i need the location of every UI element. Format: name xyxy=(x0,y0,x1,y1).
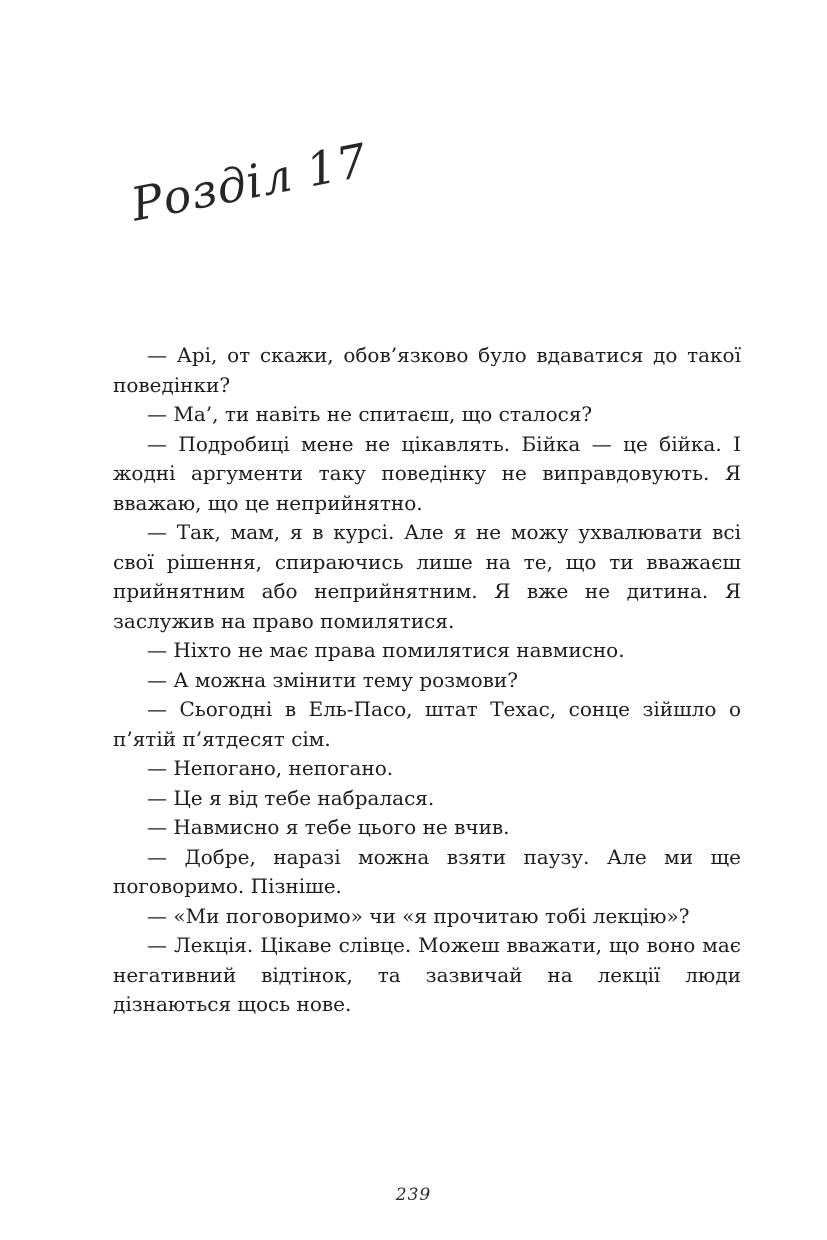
dialogue-paragraph: — «Ми поговоримо» чи «я прочитаю тобі лекцію»? xyxy=(147,903,690,928)
dialogue-paragraph: — Арі, от скажи, обов’язково було вдаватися до такої поведінки? xyxy=(113,343,741,397)
dialogue-paragraph: — Добре, наразі можна взяти паузу. Але ми ще поговоримо. Пізніше. xyxy=(113,844,741,898)
chapter-heading: Розділ 17 xyxy=(126,132,372,232)
dialogue-paragraph: — Навмисно я тебе цього не вчив. xyxy=(147,815,510,839)
dialogue-paragraph: — Лекція. Цікаве слівце. Можеш вважати, що воно має негативний відтінок, та зазвичай на лекції люди дізнаються щось нове. xyxy=(113,933,741,1016)
dialogue-paragraph: — Ніхто не має права помилятися навмисно. xyxy=(147,638,625,662)
dialogue-paragraph: — А можна змінити тему розмови? xyxy=(147,667,518,692)
dialogue-paragraph: — Це я від тебе набралася. xyxy=(147,785,435,810)
body-text-block xyxy=(113,341,741,1020)
dialogue-paragraph: — Сьогодні в Ель-Пасо, штат Техас, сонце зійшло о п’ятій п’ятдесят сім. xyxy=(113,697,741,751)
dialogue-paragraph: — Непогано, непогано. xyxy=(147,756,394,780)
dialogue-paragraph: — Ма’, ти навіть не спитаєш, що сталося? xyxy=(147,402,593,426)
dialogue-paragraph: — Так, мам, я в курсі. Але я не можу ухвалювати всі свої рішення, спираючись лише на те, що ти вважаєш прийнятним або неприйнятним. Я вже не дитина. Я заслужив на право помилятися. xyxy=(113,520,741,633)
dialogue-paragraph: — Подробиці мене не цікавлять. Бійка — це бійка. І жодні аргументи таку поведінку не виправдовують. Я вважаю, що це неприйнятно. xyxy=(113,431,741,515)
page-number: 239 xyxy=(395,1185,432,1205)
